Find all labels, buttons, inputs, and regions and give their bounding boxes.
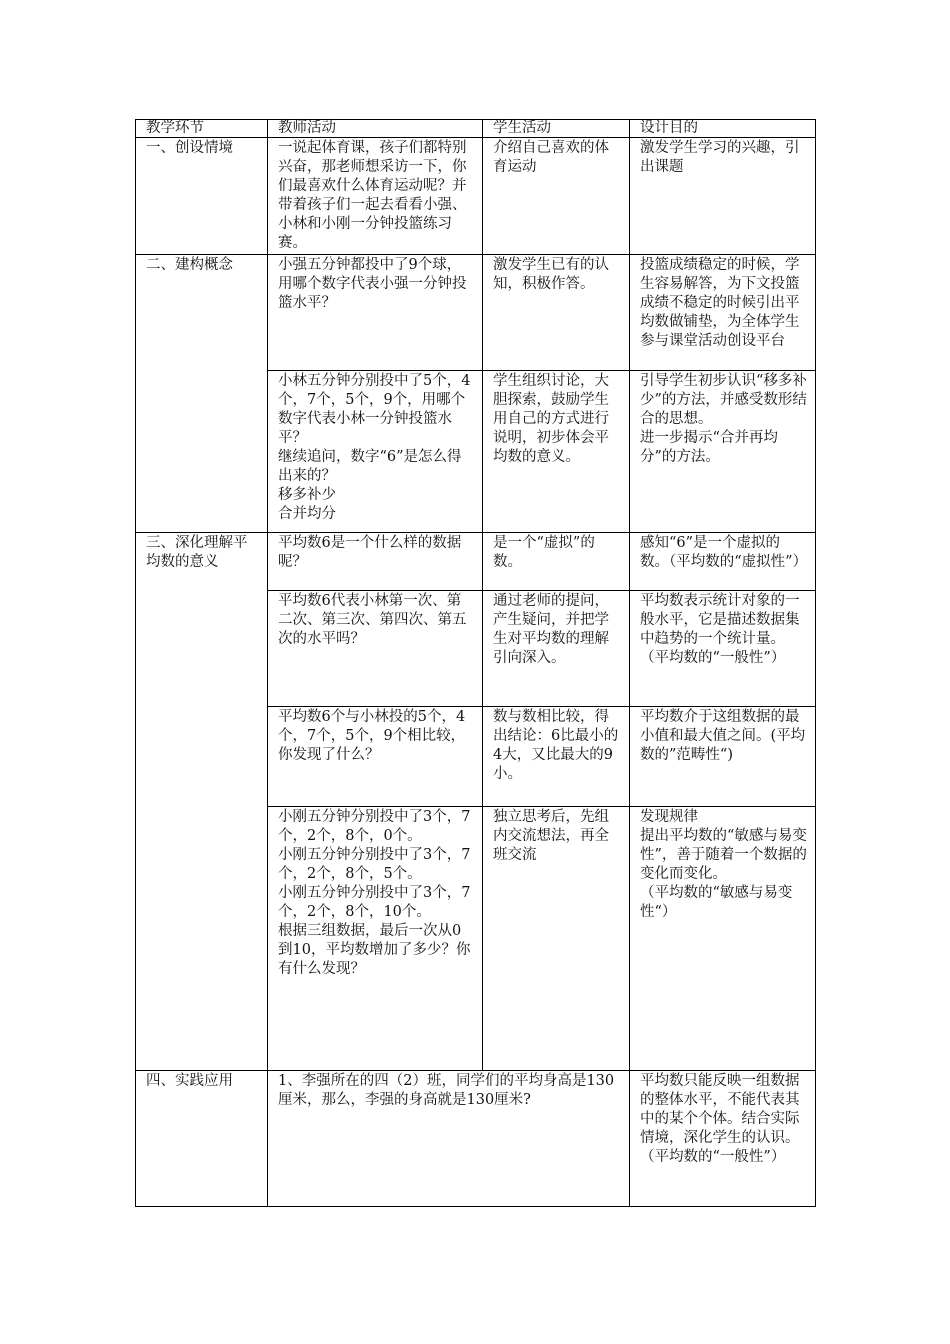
teacher-activity-cell: 平均数6是一个什么样的数据呢？ bbox=[268, 533, 483, 591]
student-activity-cell: 介绍自己喜欢的体育运动 bbox=[483, 138, 630, 255]
stage-cell: 二、建构概念 bbox=[136, 255, 268, 533]
table-row bbox=[136, 1071, 816, 1207]
stage-cell: 一、创设情境 bbox=[136, 138, 268, 255]
teacher-activity-cell: 1、李强所在的四（2）班，同学们的平均身高是130厘米，那么，李强的身高就是130厘米? bbox=[268, 1071, 630, 1207]
teacher-line: 根据三组数据，最后一次从0到10，平均数增加了多少？你有什么发现？ bbox=[278, 923, 471, 977]
teacher-line: 小刚五分钟分别投中了3个，7个，2个，8个，10个。 bbox=[278, 885, 471, 920]
teacher-line: 合并均分 bbox=[278, 506, 336, 522]
purpose-line: 引导学生初步认识“移多补少”的方法，并感受数形结合的思想。 bbox=[640, 373, 807, 427]
purpose-line: 提出平均数的“敏感与易变性”，善于随着一个数据的变化而变化。 bbox=[640, 828, 807, 882]
stage-cell: 三、深化理解平均数的意义 bbox=[136, 533, 268, 1071]
teacher-activity-cell bbox=[268, 371, 483, 533]
table-row bbox=[136, 138, 816, 255]
student-activity-cell: 通过老师的提问，产生疑问，并把学生对平均数的理解引向深入。 bbox=[483, 591, 630, 707]
student-activity-cell: 激发学生已有的认知，积极作答。 bbox=[483, 255, 630, 371]
student-activity-cell: 独立思考后，先组内交流想法，再全班交流 bbox=[483, 807, 630, 1071]
student-activity-cell: 数与数相比较，得出结论：6比最小的4大，又比最大的9小。 bbox=[483, 707, 630, 807]
teacher-activity-cell: 平均数6个与小林投的5个，4个，7个，5个，9个相比较，你发现了什么？ bbox=[268, 707, 483, 807]
purpose-line: 平均数只能反映一组数据的整体水平，不能代表其中的某个个体。结合实际情境，深化学生的认识。 bbox=[640, 1073, 800, 1146]
table-header-row bbox=[136, 120, 816, 138]
teacher-activity-cell: 平均数6代表小林第一次、第二次、第三次、第四次、第五次的水平吗？ bbox=[268, 591, 483, 707]
design-purpose-cell bbox=[630, 591, 816, 707]
design-purpose-cell: 激发学生学习的兴趣，引出课题 bbox=[630, 138, 816, 255]
teacher-line: 移多补少 bbox=[278, 487, 336, 503]
design-purpose-cell bbox=[630, 371, 816, 533]
header-student: 学生活动 bbox=[483, 120, 630, 138]
teacher-activity-cell: 小强五分钟都投中了9个球，用哪个数字代表小强一分钟投篮水平？ bbox=[268, 255, 483, 371]
teacher-line: 小林五分钟分别投中了5个，4个，7个，5个，9个，用哪个数字代表小林一分钟投篮水平？ bbox=[278, 373, 471, 446]
student-activity-cell: 学生组织讨论，大胆探索，鼓励学生用自己的方式进行说明，初步体会平均数的意义。 bbox=[483, 371, 630, 533]
purpose-line: （平均数的“一般性”） bbox=[640, 650, 786, 666]
purpose-line: 发现规律 bbox=[640, 809, 698, 825]
design-purpose-cell bbox=[630, 1071, 816, 1207]
table-row bbox=[136, 255, 816, 371]
teacher-activity-cell bbox=[268, 807, 483, 1071]
purpose-line: 平均数表示统计对象的一般水平，它是描述数据集中趋势的一个统计量。 bbox=[640, 593, 800, 647]
header-purpose: 设计目的 bbox=[630, 120, 816, 138]
header-stage: 教学环节 bbox=[136, 120, 268, 138]
table-row bbox=[136, 533, 816, 591]
design-purpose-cell bbox=[630, 807, 816, 1071]
lesson-plan-table bbox=[135, 119, 816, 1207]
purpose-line: （平均数的“敏感与易变性“） bbox=[640, 885, 793, 920]
purpose-line: 进一步揭示“合并再均分”的方法。 bbox=[640, 430, 778, 465]
teacher-line: 小刚五分钟分别投中了3个，7个，2个，8个，0个。 bbox=[278, 809, 471, 844]
teacher-activity-cell: 一说起体育课，孩子们都特别兴奋，那老师想采访一下，你们最喜欢什么体育运动呢？并带着孩子们一起去看看小强、小林和小刚一分钟投篮练习赛。 bbox=[268, 138, 483, 255]
stage-cell: 四、实践应用 bbox=[136, 1071, 268, 1207]
header-teacher: 教师活动 bbox=[268, 120, 483, 138]
design-purpose-cell: 投篮成绩稳定的时候，学生容易解答，为下文投篮成绩不稳定的时候引出平均数做铺垫，为全体学生参与课堂活动创设平台 bbox=[630, 255, 816, 371]
student-activity-cell: 是一个“虚拟”的数。 bbox=[483, 533, 630, 591]
teacher-line: 继续追问，数字“6”是怎么得出来的？ bbox=[278, 449, 462, 484]
teacher-line: 小刚五分钟分别投中了3个，7个，2个，8个，5个。 bbox=[278, 847, 471, 882]
design-purpose-cell: 感知“6”是一个虚拟的数。（平均数的“虚拟性”） bbox=[630, 533, 816, 591]
purpose-line: （平均数的“一般性”） bbox=[640, 1149, 786, 1165]
design-purpose-cell: 平均数介于这组数据的最小值和最大值之间。(平均数的”范畴性“) bbox=[630, 707, 816, 807]
